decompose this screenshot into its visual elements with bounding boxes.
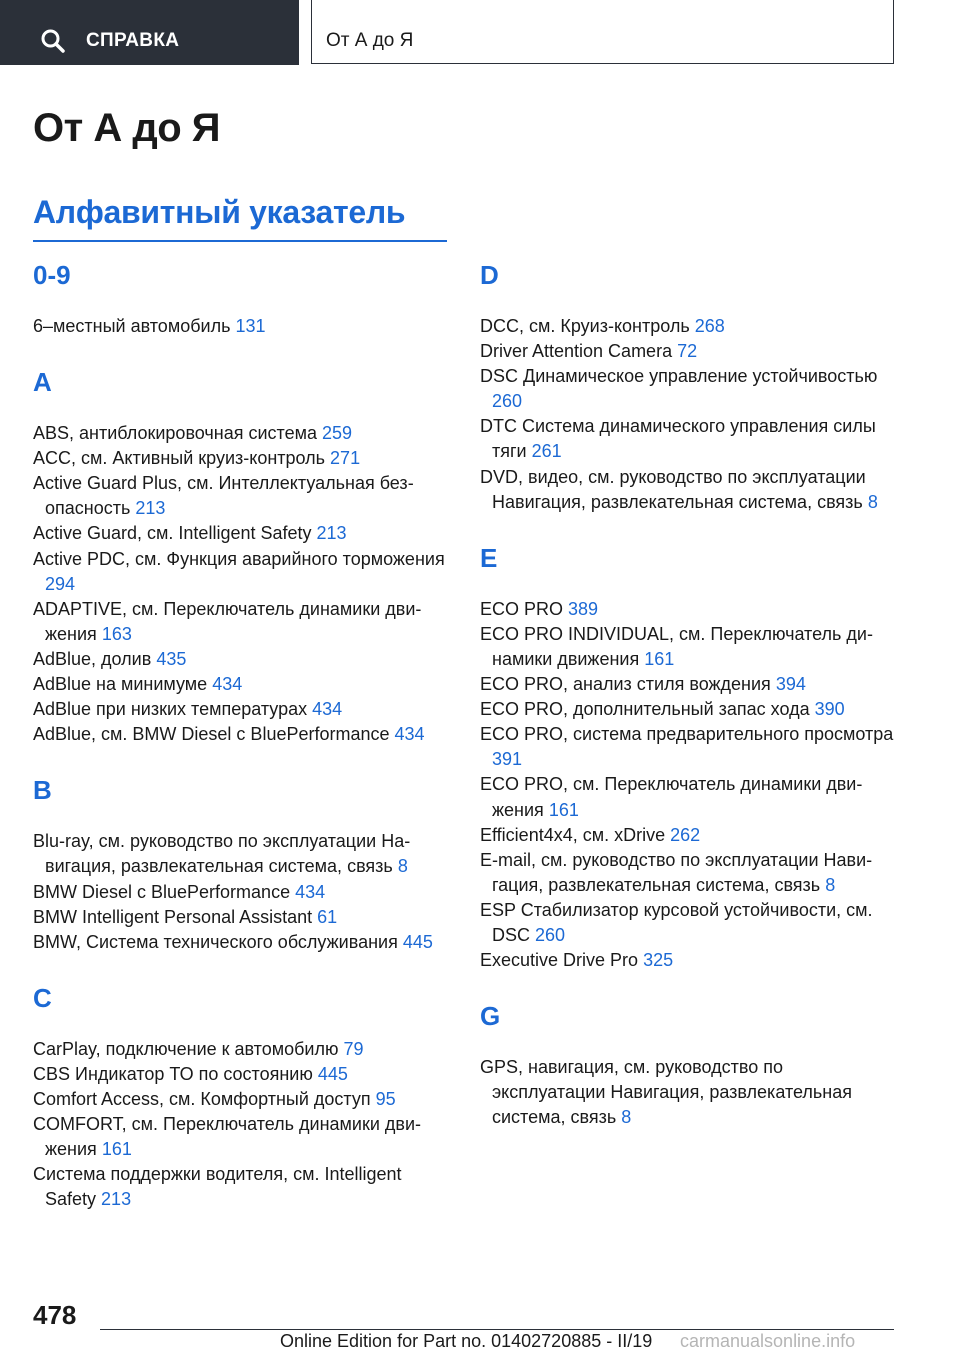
- page-link[interactable]: 79: [343, 1038, 364, 1059]
- index-entry: [480, 339, 900, 364]
- page-link[interactable]: 261: [531, 441, 562, 462]
- index-entry-text: Driver Attention Camera: [480, 341, 673, 362]
- help-button[interactable]: [0, 0, 299, 65]
- page-link[interactable]: 259: [322, 423, 353, 444]
- index-entry: [33, 1087, 453, 1112]
- index-entry: [480, 314, 900, 339]
- page-link[interactable]: 8: [397, 856, 408, 877]
- page-link[interactable]: 434: [212, 674, 243, 695]
- search-icon: [40, 28, 66, 54]
- index-group: [33, 773, 453, 954]
- help-label: СПРАВКА: [86, 30, 180, 51]
- index-entry-text: DVD, видео, см. руководство по эксплуатации Навигация, развлекательная система, связь: [480, 466, 866, 512]
- index-entry-text: Comfort Access, см. Комфортный доступ: [33, 1088, 371, 1109]
- index-letter-heading: E: [480, 542, 498, 573]
- page-link[interactable]: 213: [101, 1189, 132, 1210]
- index-entry: [33, 471, 453, 521]
- index-entry: [33, 647, 453, 672]
- index-entry: [480, 414, 900, 464]
- page-link[interactable]: 445: [317, 1063, 348, 1084]
- index-entry-text: E-mail, см. руководство по эксплуатации Навигация, развлекательная система, связь: [480, 849, 873, 895]
- index-entry: [480, 597, 900, 622]
- index-entry: [33, 1112, 453, 1162]
- index-entry-text: Executive Drive Pro: [480, 950, 639, 971]
- index-entry: [480, 1055, 900, 1130]
- index-entry: [480, 465, 900, 515]
- index-entry-text: ESP Стабилизатор курсовой устойчивости, см. DSC: [480, 899, 873, 945]
- page-link[interactable]: 95: [375, 1088, 396, 1109]
- index-entry-text: BMW Intelligent Personal Assistant: [33, 906, 313, 927]
- page-link[interactable]: 445: [402, 931, 433, 952]
- index-group: [480, 999, 900, 1130]
- index-entry-text: CarPlay, подключение к автомобилю: [33, 1038, 339, 1059]
- index-entry-text: Efficient4x4, см. xDrive: [480, 824, 666, 845]
- index-letter-heading: A: [33, 367, 52, 398]
- index-entry: [33, 314, 453, 339]
- index-entry-text: Active Guard, см. Intelligent Safety: [33, 523, 312, 544]
- section-divider: [33, 240, 447, 242]
- page-link[interactable]: 391: [492, 749, 523, 770]
- index-entry: [33, 547, 453, 597]
- page-link[interactable]: 394: [775, 674, 806, 695]
- index-entry: [33, 1037, 453, 1062]
- page-link[interactable]: 8: [867, 491, 878, 512]
- index-column-right: [480, 258, 900, 1156]
- index-entry: [480, 697, 900, 722]
- breadcrumb[interactable]: [311, 0, 894, 64]
- page-link[interactable]: 163: [101, 623, 132, 644]
- index-entry: [480, 622, 900, 672]
- index-group: [33, 981, 453, 1213]
- index-entry: [480, 722, 900, 772]
- page-title: От А до Я: [33, 106, 221, 150]
- index-entry-text: ECO PRO, система предварительного просмотра: [480, 724, 894, 745]
- page-link[interactable]: 389: [568, 598, 599, 619]
- index-entry: [33, 1162, 453, 1212]
- page-link[interactable]: 131: [235, 316, 266, 336]
- index-entry: [33, 905, 453, 930]
- page-link[interactable]: 294: [45, 573, 76, 594]
- index-entry: [480, 948, 900, 973]
- index-letter-heading: C: [33, 982, 52, 1013]
- index-entry: [33, 672, 453, 697]
- index-entry-text: Blu-ray, см. руководство по эксплуатации Навигация, развлекательная система, связь: [33, 831, 411, 877]
- index-entry-text: CBS Индикатор ТО по состоянию: [33, 1063, 313, 1084]
- index-entry: [480, 823, 900, 848]
- index-entry: [33, 421, 453, 446]
- index-letter-heading: B: [33, 775, 52, 806]
- index-entry-text: AdBlue на минимуме: [33, 674, 208, 695]
- page-link[interactable]: 161: [548, 799, 579, 820]
- index-entry-text: GPS, навигация, см. руководство по эксплуатации Навигация, развлекательная система, связь: [480, 1057, 852, 1128]
- index-entry: [480, 848, 900, 898]
- index-letter-heading: 0-9: [33, 260, 71, 290]
- index-entry-text: Система поддержки водителя, см. Intelligent Safety: [33, 1164, 402, 1210]
- page-link[interactable]: 161: [101, 1139, 132, 1160]
- index-group: [33, 258, 453, 339]
- page-link[interactable]: 434: [312, 699, 343, 720]
- page-link[interactable]: 213: [316, 523, 347, 544]
- index-letter-heading: D: [480, 260, 499, 290]
- page-link[interactable]: 435: [156, 648, 187, 669]
- index-entry: [33, 597, 453, 647]
- page-link[interactable]: 260: [535, 924, 566, 945]
- index-group: [33, 365, 453, 747]
- index-entry-text: AdBlue при низких температурах: [33, 699, 308, 720]
- section-title: Алфавитный указатель: [33, 194, 406, 230]
- index-entry-text: 6–местный автомобиль: [33, 316, 231, 336]
- index-entry: [33, 722, 453, 747]
- index-entry-text: COMFORT, см. Переключатель динамики движения: [33, 1114, 422, 1160]
- index-entry: [480, 364, 900, 414]
- index-entry-text: Active PDC, см. Функция аварийного торможения: [33, 548, 445, 569]
- index-entry: [480, 898, 900, 948]
- index-entry-text: ECO PRO: [480, 598, 564, 619]
- index-entry-text: ECO PRO, анализ стиля вождения: [480, 674, 771, 695]
- index-letter-heading: G: [480, 1001, 501, 1032]
- page-link[interactable]: 8: [621, 1107, 632, 1128]
- page-link[interactable]: 61: [317, 906, 338, 927]
- page-link[interactable]: 72: [677, 341, 698, 362]
- page-link[interactable]: 434: [295, 881, 326, 902]
- index-entry-text: ACC, см. Активный круиз-контроль: [33, 448, 326, 469]
- index-entry-text: ABS, антиблокировочная система: [33, 423, 317, 444]
- index-entry: [33, 521, 453, 546]
- index-entry-text: BMW, Система технического обслуживания: [33, 931, 398, 952]
- index-entry-text: ECO PRO INDIVIDUAL, см. Переключатель динамики движения: [480, 623, 873, 669]
- footer-edition: Online Edition for Part no. 01402720885 - II/19: [280, 1331, 653, 1351]
- page-link[interactable]: 434: [394, 724, 425, 745]
- page-link[interactable]: 213: [135, 498, 166, 519]
- top-bar: [0, 0, 960, 66]
- index-entry: [480, 772, 900, 822]
- index-entry-text: Active Guard Plus, см. Интеллектуальная безопасность: [33, 473, 414, 519]
- index-entry: [33, 829, 453, 879]
- page-link[interactable]: 262: [670, 824, 701, 845]
- index-entry-text: BMW Diesel с BluePerformance: [33, 881, 291, 902]
- index-group: [480, 258, 900, 515]
- index-entry-text: ECO PRO, дополнительный запас хода: [480, 699, 810, 720]
- page-link[interactable]: 260: [492, 391, 523, 412]
- page-link[interactable]: 8: [825, 874, 836, 895]
- index-entry-text: DTC Система динамического управления силы тяги: [480, 416, 876, 462]
- page-link[interactable]: 161: [644, 648, 675, 669]
- index-entry: [33, 1062, 453, 1087]
- index-entry-text: ECO PRO, см. Переключатель динамики движения: [480, 774, 863, 820]
- index-entry: [33, 930, 453, 955]
- page-number: 478: [33, 1300, 77, 1330]
- page-link[interactable]: 390: [814, 699, 845, 720]
- breadcrumb-item[interactable]: От А до Я: [326, 30, 414, 51]
- index-entry-text: AdBlue, см. BMW Diesel с BluePerformance: [33, 724, 390, 745]
- page-link[interactable]: 271: [330, 448, 361, 469]
- watermark: carmanualsonline.info: [680, 1331, 856, 1351]
- index-column-left: [33, 258, 453, 1238]
- footer-divider: [100, 1329, 894, 1330]
- index-group: [480, 541, 900, 973]
- index-entry-text: ADAPTIVE, см. Переключатель динамики движения: [33, 598, 422, 644]
- index-entry-text: AdBlue, долив: [33, 648, 152, 669]
- index-entry: [33, 697, 453, 722]
- index-entry: [33, 880, 453, 905]
- index-entry-text: DCC, см. Круиз-контроль: [480, 316, 690, 336]
- index-entry-text: DSC Динамическое управление устойчивостью: [480, 366, 878, 387]
- index-entry: [480, 672, 900, 697]
- page-link[interactable]: 268: [694, 316, 725, 336]
- index-entry: [33, 446, 453, 471]
- page-link[interactable]: 325: [643, 950, 674, 971]
